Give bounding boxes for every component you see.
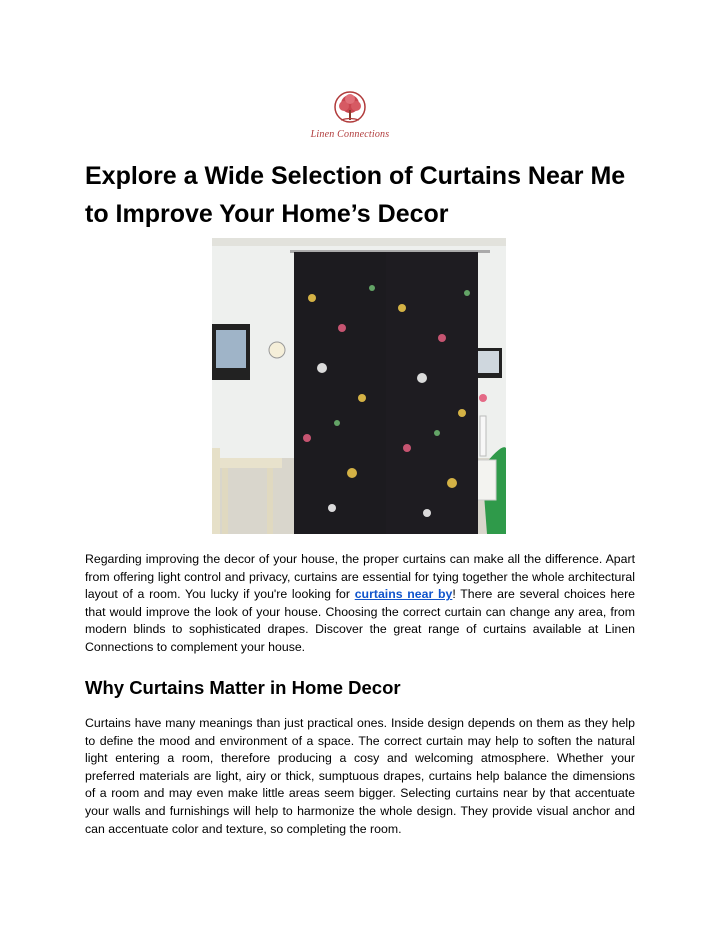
section-paragraph: Curtains have many meanings than just practical ones. Inside design depends on them as they help to define the mood and environment of a space. The correct curtain may help to soften the natural light entering a room, therefore producing a cosy and welcoming atmosphere. Whether your preferred materials are light, airy or thick, sumptuous drapes, curtains help balance the dimensions of a room and may even make little areas seem bigger. Selecting curtains near by that accentuate your walls and furnishings will help to harmonize the whole design. They provide visual anchor and can accentuate color and texture, so completing the room. — [85, 716, 635, 836]
section-heading: Why Curtains Matter in Home Decor — [85, 677, 401, 698]
page-title: Explore a Wide Selection of Curtains Near Me to Improve Your Home’s Decor — [85, 162, 626, 228]
brand-logo — [305, 90, 395, 145]
intro-text-end: ! There are several choices here that would improve the look of your house. Choosing the correct curtain can change any area, from modern blinds to sophisticated drapes. Discover the great range of curtains available at Linen Connections to complement your house. — [85, 587, 636, 654]
intro-paragraph — [85, 551, 635, 657]
curtains-near-by-link[interactable]: curtains near by — [354, 587, 453, 602]
tree-icon — [331, 90, 369, 128]
intro-text-start: Regarding improving the decor of your house, the proper curtains can make all the difference. Apart from offering light control and privacy, curtains are essential for tying together the whole architectural layout of a room. You lucky if you're looking for — [85, 552, 635, 602]
curtain-photo — [212, 238, 506, 534]
brand-name: Linen Connections — [310, 129, 390, 140]
